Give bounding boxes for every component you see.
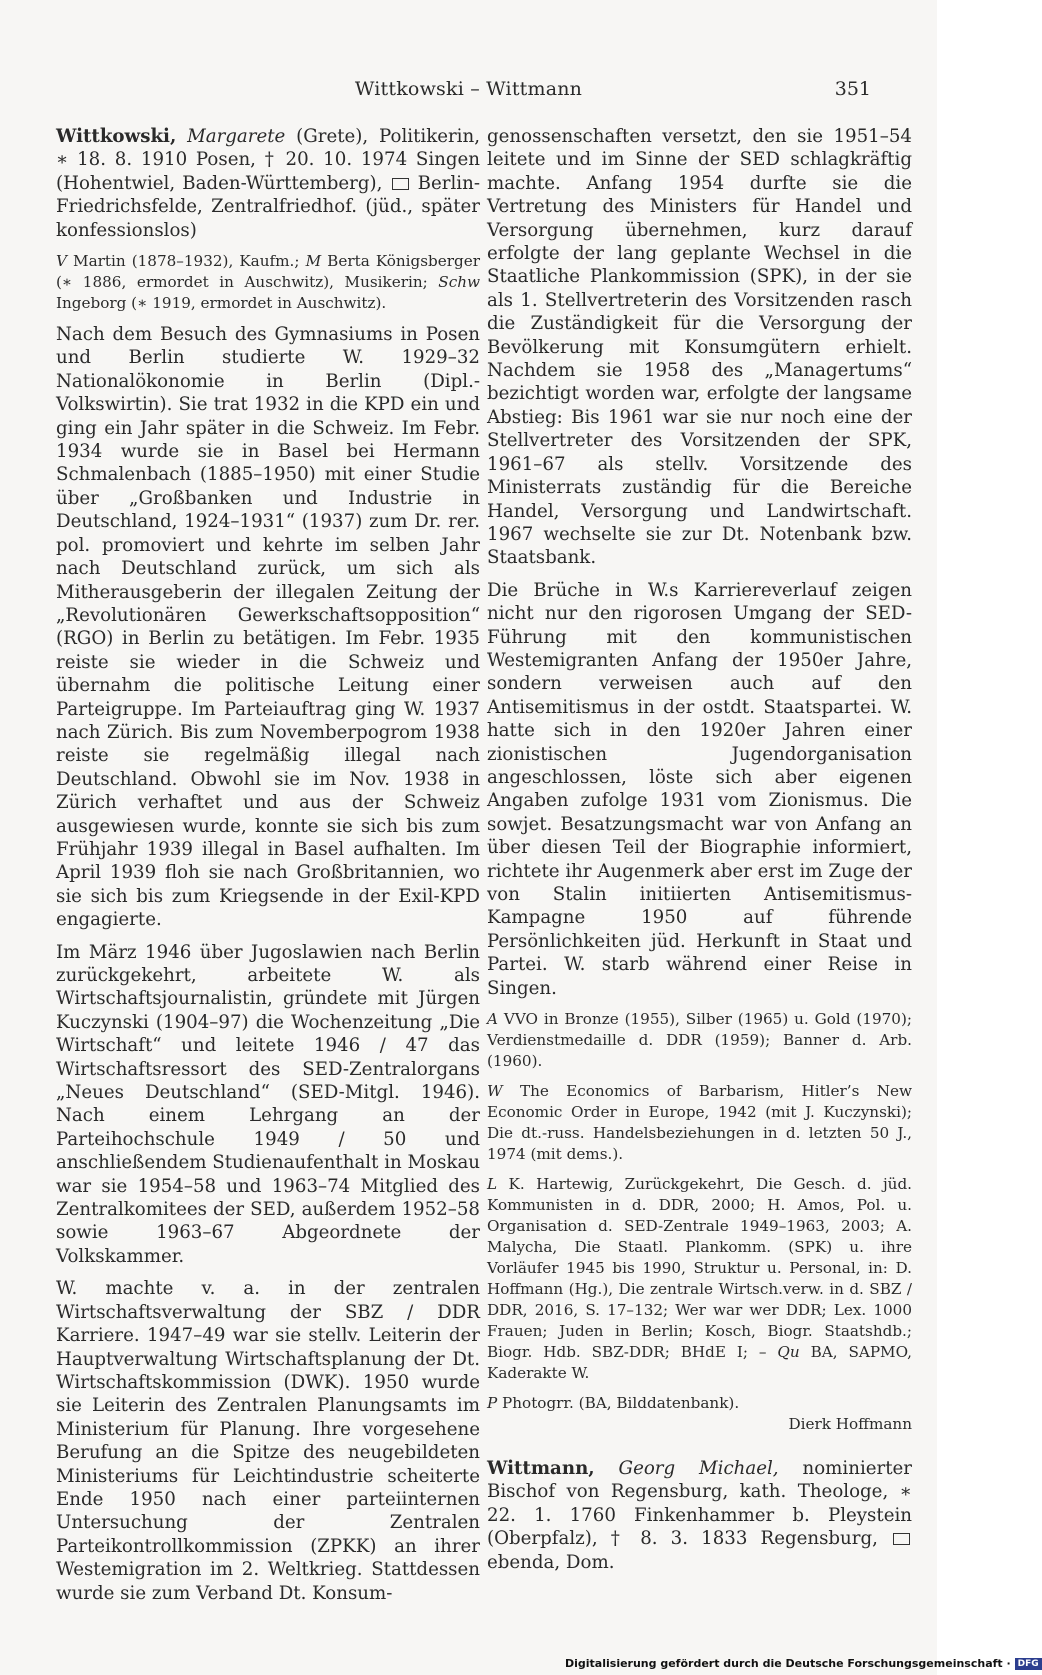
body-paragraph-4: Die Brüche in W.s Karriereverlauf zeigen nicht nur den rigorosen Umgang der SED-Führung mit den kommunistischen Westemigranten Anfang der 1950er Jahre, sondern verweisen auch auf den Antisemitismus in der ostdt. Staatspartei. W. hatte sich in den 1920er Jahren einer zionistischen Jugendorganisation angeschlossen, löste sich aber eigenen Angaben zufolge 1931 vom Zionismus. Die sowjet. Besatzungsmacht war von Anfang an über diesen Teil der Biographie informiert, richtete ihr Augenmerk aber erst im Zuge der von Stalin initiierten Antisemitismus-Kampagne 1950 auf führende Persönlichkeiten jüd. Herkunft in Staat und Partei. W. starb während einer Reise in Singen.: [487, 579, 912, 999]
works-text: The Economics of Barbarism, Hitler’s New Economic Order in Europe, 1942 (mit J. Kuczynski); Die dt.-russ. Handelsbeziehungen in d. letzten 50 J., 1974 (mit dems.).: [487, 1082, 912, 1164]
works-section: [487, 1081, 912, 1165]
page-number: 351: [834, 78, 871, 100]
literature-text: K. Hartewig, Zurückgekehrt, Die Gesch. d. jüd. Kommunisten in d. DDR, 2000; H. Amos, Pol. u. Organisation d. SED-Zentrale 1949–1963, 2003; A. Malycha, Die Staatl. Plankomm. (SPK) u. ihre Vorläufer 1945 bis 1990, Struktur u. Personal, in: D. Hoffmann (Hg.), Die zentrale Wirtsch.verw. in d. SBZ / DDR, 2016, S. 17–132; Wer war wer DDR; Lex. 1000 Frauen; Juden in Berlin; Kosch, Biogr. Staatshdb.; Biogr. Hdb. SBZ-DDR; BHdE I; –: [487, 1175, 912, 1362]
body-paragraph-2: Im März 1946 über Jugoslawien nach Berlin zurückgekehrt, arbeitete W. als Wirtschaftsjournalistin, gründete mit Jürgen Kuczynski (1904–97) die Wochenzeitung „Die Wirtschaft“ und leitete 1946 / 47 das Wirtschaftsressort des SED-Zentralorgans „Neues Deutschland“ (SED-Mitgl. 1946). Nach einem Lehrgang an der Parteihochschule 1949 / 50 und anschließendem Studienaufenthalt in Moskau war sie 1954–58 und 1963–74 Mitglied des Zentralkomitees der SED, außerdem 1952–58 sowie 1963–67 Abgeordnete der Volkskammer.: [56, 941, 480, 1267]
sources-label: Qu: [777, 1343, 800, 1362]
given-name: Georg Michael,: [618, 1458, 779, 1480]
heading-burial: ebenda, Dom.: [487, 1551, 615, 1573]
awards-section: [487, 1009, 912, 1072]
body-paragraph-3: W. machte v. a. in der zentralen Wirtschaftsverwaltung der SBZ / DDR Karriere. 1947–49 war sie stellv. Leiterin der Hauptverwaltung Wirtschaftsplanung der Dt. Wirtschaftskommission (DWK). 1950 wurde sie Leiterin des Zentralen Planungsamts im Ministerium für Planung. Ihre vorgesehene Berufung an die Spitze des neugebildeten Ministeriums für Leichtindustrie scheiterte Ende 1950 nach einer parteiinternen Untersuchung der Zentralen Parteikontrollkommission (ZPKK) an ihrer Westemigration im 2. Weltkrieg. Stattdessen wurde sie zum Verband Dt. Konsum-: [56, 1278, 480, 1604]
portraits-text: Photogrr. (BA, Bilddatenbank).: [497, 1394, 740, 1413]
given-name: Margarete: [187, 126, 286, 147]
entry-heading-wittkowski: [56, 125, 480, 242]
body-paragraph-3-continued: genossenschaften versetzt, den sie 1951–54 leitete und im Sinne der SED schlagkräftig machte. Anfang 1954 durfte sie die Vertretung des Ministers für Handel und Versorgung übernehmen, kurz darauf erfolgte der lang geplante Wechsel in die Staatliche Plankommission (SPK), in der sie als 1. Stellvertreterin des Vorsitzenden rasch die Zuständigkeit für die Versorgung der Bevölkerung mit Konsumgütern erhielt. Nachdem sie 1958 des „Managertums“ bezichtigt worden war, erfolgte der langsame Abstieg: Bis 1961 war sie nur noch eine der Stellvertreter des Vorsitzenden der SPK, 1961–67 als stellv. Vorsitzende des Ministerrats zuständig für die Bereiche Handel, Versorgung und Landwirtschaft. 1967 wechselte sie zur Dt. Notenbank bzw. Staatsbank.: [487, 126, 912, 569]
page-header: [0, 78, 937, 108]
left-column: [56, 125, 480, 1614]
entry-heading-wittmann: [487, 1457, 912, 1574]
family-m-label: M: [305, 252, 322, 271]
family-v-label: V: [56, 252, 67, 271]
body-paragraph-1: Nach dem Besuch des Gymnasiums in Posen und Berlin studierte W. 1929–32 Nationalökonomie in Berlin (Dipl.-Volkswirtin). Sie trat 1932 in die KPD ein und ging ein Jahr später in die Schweiz. Im Febr. 1934 wurde sie in Basel bei Hermann Schmalenbach (1885–1950) mit einer Studie über „Großbanken und Industrie in Deutschland, 1924–1931“ (1937) zum Dr. rer. pol. promoviert und kehrte im selben Jahr nach Deutschland zurück, um sich als Mitherausgeberin der illegalen Zeitung der „Revolutionären Gewerkschaftsopposition“ (RGO) in Berlin zu betätigen. Im Febr. 1935 reiste sie wieder in die Schweiz und übernahm die politische Leitung einer Parteigruppe. Im Parteiauftrag ging W. 1937 nach Zürich. Bis zum Novemberpogrom 1938 reiste sie regelmäßig illegal nach Deutschland. Obwohl sie im Nov. 1938 in Zürich verhaftet und aus der Schweiz ausgewiesen wurde, konnte sie sich bis zum Frühjahr 1939 illegal in Basel aufhalten. Im April 1939 floh sie nach Großbritannien, wo sie sich bis zum Kriegsende in der Exil-KPD engagierte.: [56, 324, 480, 931]
awards-text: VVO in Bronze (1955), Silber (1965) u. Gold (1970); Verdienstmedaille d. DDR (1959); Banner d. Arb. (1960).: [487, 1010, 912, 1071]
works-label: W: [487, 1082, 503, 1101]
sources-text: BA, SAPMO, Kaderakte W.: [487, 1343, 912, 1383]
family-info: [56, 251, 480, 314]
family-schw-text: Ingeborg (∗ 1919, ermordet in Auschwitz).: [56, 294, 387, 313]
right-column: [487, 125, 912, 1583]
heading-details: (Grete), Politikerin, ∗ 18. 8. 1910 Posen, † 20. 10. 1974 Singen (Hohentwiel, Baden-Württemberg),: [56, 126, 480, 194]
family-m-text: Berta Königsberger (∗ 1886, ermordet in Auschwitz), Musikerin;: [56, 252, 480, 292]
literature-section: [487, 1174, 912, 1384]
awards-label: A: [487, 1010, 498, 1029]
heading-details: nominierter Bischof von Regensburg, kath. Theologe, ∗ 22. 1. 1760 Finkenhammer b. Pleystein (Oberpfalz), † 8. 3. 1833 Regensburg,: [487, 1458, 912, 1550]
literature-label: L: [487, 1175, 498, 1194]
headword: Wittkowski,: [56, 126, 177, 147]
portraits-section: [487, 1393, 912, 1414]
headword: Wittmann,: [487, 1458, 595, 1480]
grave-icon: [893, 1533, 910, 1545]
running-head: Wittkowski – Wittmann: [354, 78, 583, 100]
dfg-logo: DFG: [1015, 1658, 1042, 1670]
footer-text: Digitalisierung gefördert durch die Deutsche Forschungsgemeinschaft ·: [565, 1657, 1011, 1670]
heading-burial: Berlin-Friedrichsfelde, Zentralfriedhof. (jüd., später konfessionslos): [56, 172, 480, 241]
family-v-text: Martin (1878–1932), Kaufm.;: [66, 252, 306, 271]
author-signature: Dierk Hoffmann: [788, 1415, 912, 1434]
portraits-label: P: [487, 1394, 498, 1413]
grave-icon: [392, 178, 409, 190]
family-schw-label: Schw: [438, 273, 480, 292]
digitization-footer: [565, 1657, 1039, 1675]
